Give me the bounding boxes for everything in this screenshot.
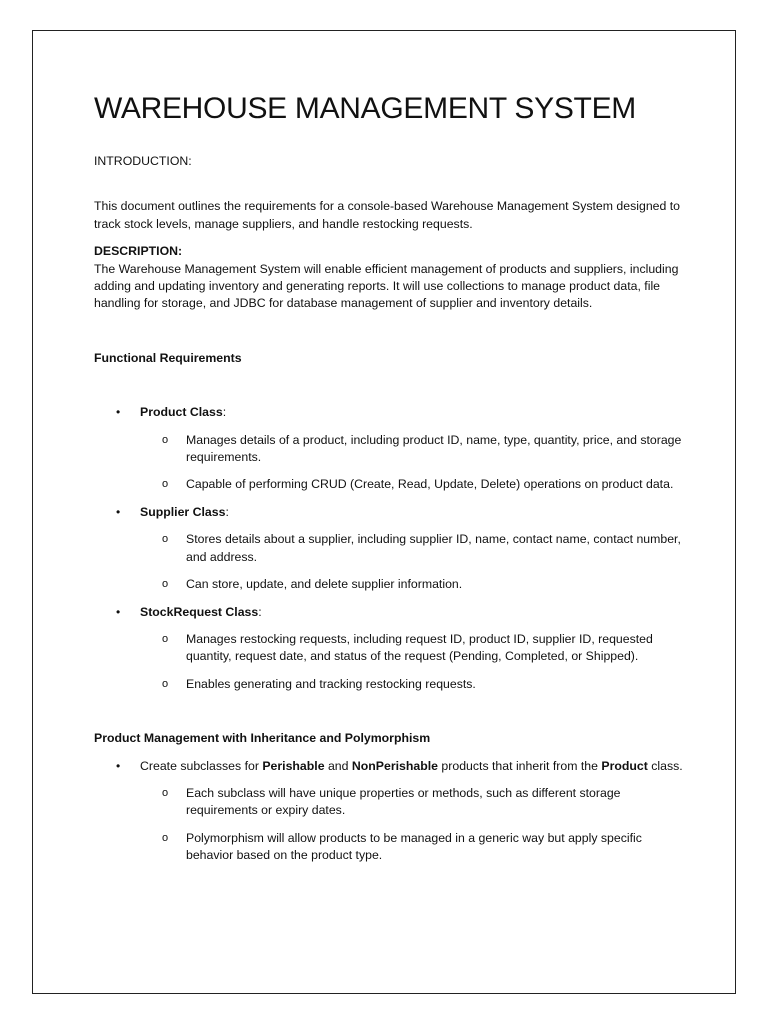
- bullet-circle-icon: o: [162, 632, 169, 645]
- list-item: [140, 531, 684, 566]
- list-item-text: Enables generating and tracking restocking requests.: [186, 676, 476, 691]
- class-name: StockRequest Class: [140, 604, 259, 619]
- document-content: [94, 91, 684, 875]
- functional-requirements-heading: Functional Requirements: [94, 350, 242, 365]
- list-item: [140, 576, 684, 593]
- list-item: [140, 432, 684, 467]
- bullet-dot-icon: •: [116, 504, 121, 519]
- class-name: Supplier Class: [140, 504, 226, 519]
- functional-requirements-list: [94, 404, 684, 693]
- bullet-dot-icon: •: [116, 758, 121, 773]
- sub-list: [140, 432, 684, 494]
- sub-list: [140, 785, 684, 865]
- text-run-bold: NonPerishable: [351, 758, 439, 773]
- text-run-bold: Perishable: [262, 758, 325, 773]
- sub-list: [140, 631, 684, 693]
- document-title: WAREHOUSE MANAGEMENT SYSTEM: [94, 92, 636, 125]
- class-name: Product Class: [140, 405, 223, 420]
- list-item-text: Manages details of a product, including product ID, name, type, quantity, price, and storage requirements.: [186, 432, 682, 465]
- class-colon: :: [222, 405, 227, 420]
- bullet-dot-icon: •: [116, 405, 121, 420]
- bullet-circle-icon: o: [162, 786, 169, 799]
- list-item: [94, 604, 684, 694]
- bullet-circle-icon: o: [162, 578, 169, 591]
- list-item-text: Capable of performing CRUD (Create, Read, Update, Delete) operations on product data.: [186, 477, 674, 492]
- sub-list: [140, 531, 684, 593]
- list-item: [94, 404, 684, 494]
- inheritance-list: [94, 758, 684, 865]
- bullet-circle-icon: o: [162, 478, 169, 491]
- bullet-dot-icon: •: [116, 604, 121, 619]
- bullet-circle-icon: o: [162, 677, 169, 690]
- class-colon: :: [258, 604, 262, 619]
- text-run: products that inherit from the: [438, 758, 602, 773]
- list-item-text: Can store, update, and delete supplier information.: [186, 577, 463, 592]
- introduction-text: This document outlines the requirements for a console-based Warehouse Management System designed to track stock levels, manage suppliers, and handle restocking requests.: [94, 199, 681, 231]
- list-item: [140, 676, 684, 693]
- inheritance-heading: Product Management with Inheritance and Polymorphism: [94, 731, 431, 746]
- list-item: [140, 830, 684, 865]
- list-item: [140, 785, 684, 820]
- list-item: [94, 758, 684, 865]
- class-colon: :: [225, 504, 229, 519]
- text-run-bold: Product: [601, 758, 648, 773]
- text-run: and: [324, 758, 352, 773]
- list-item-text: Manages restocking requests, including request ID, product ID, supplier ID, requested quantity, request date, and status of the request (Pending, Completed, or Shipped).: [186, 631, 653, 664]
- text-run: class.: [647, 758, 683, 773]
- description-text: The Warehouse Management System will enable efficient management of products and suppliers, including adding and updating inventory and generating reports. It will use collections to manage product data, file handling for storage, and JDBC for database management of supplier and inventory details.: [94, 261, 679, 311]
- document-page: [32, 30, 736, 994]
- list-item-text: Each subclass will have unique properties or methods, such as different storage requirements or expiry dates.: [186, 785, 621, 818]
- list-item: [140, 631, 684, 666]
- list-item: [140, 476, 684, 493]
- bullet-circle-icon: o: [162, 533, 169, 546]
- list-item: [94, 504, 684, 594]
- bullet-circle-icon: o: [162, 831, 169, 844]
- bullet-circle-icon: o: [162, 433, 169, 446]
- list-item-text: Stores details about a supplier, including supplier ID, name, contact name, contact number, and address.: [186, 532, 681, 564]
- introduction-heading: INTRODUCTION:: [94, 154, 192, 168]
- text-run: Create subclasses for: [140, 758, 263, 773]
- description-heading: DESCRIPTION:: [94, 244, 183, 259]
- list-item-text: Polymorphism will allow products to be managed in a generic way but apply specific behavior based on the product type.: [186, 830, 642, 863]
